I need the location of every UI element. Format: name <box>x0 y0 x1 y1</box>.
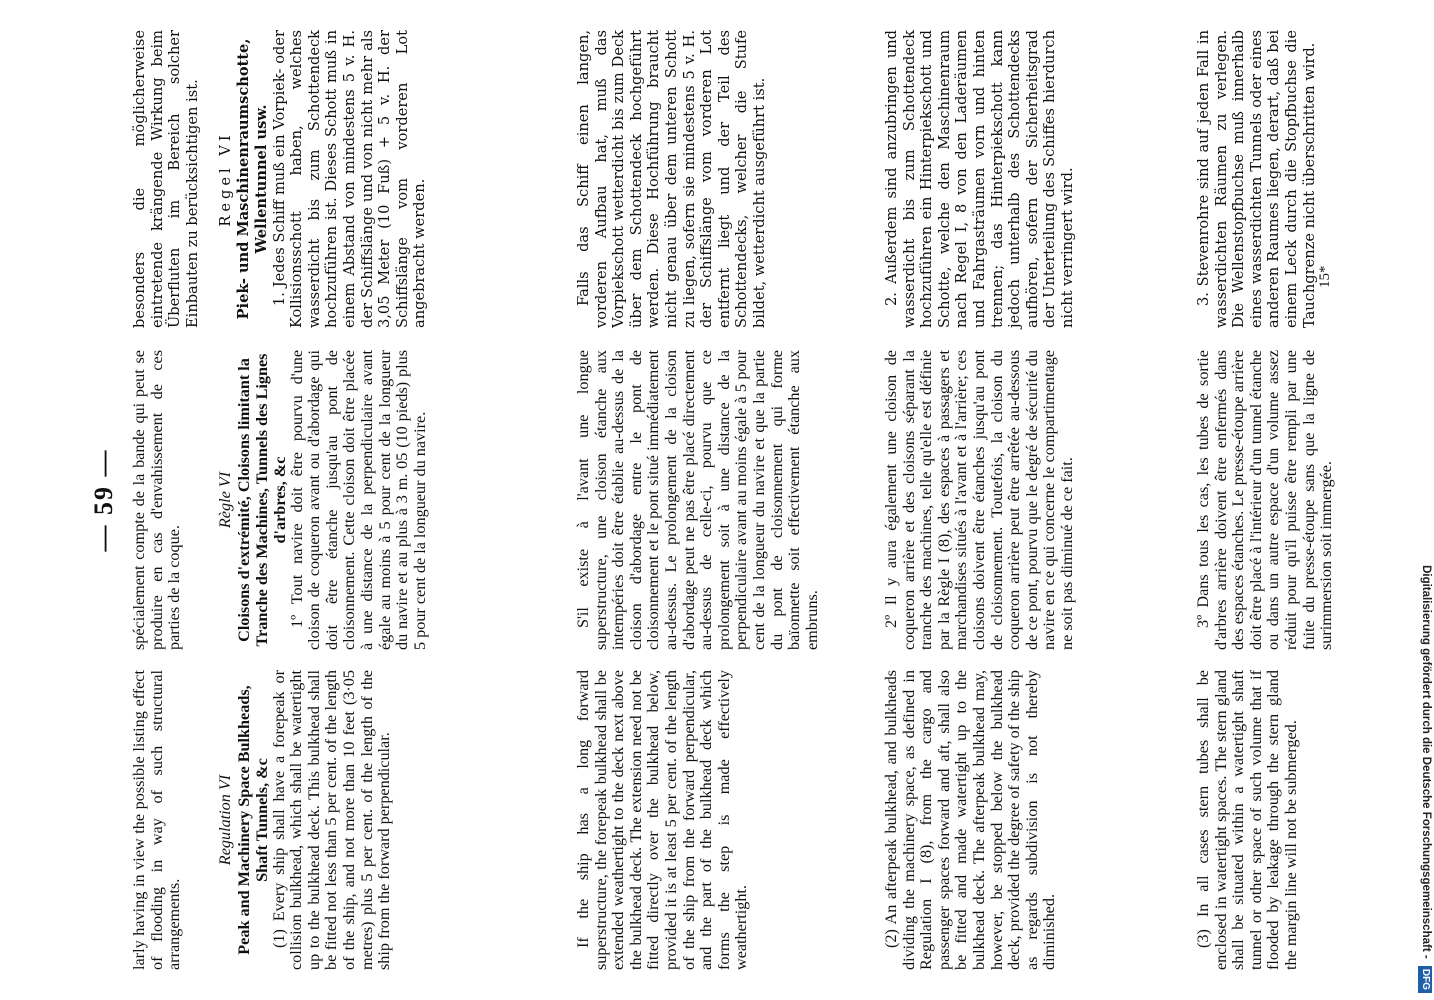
french-paragraph-3: 3º Dans tous les cas, les tubes de sortie d'arbres arrière doivent être enfermés dans des espaces étanches. Le presse-étoupe arrière doit être placé à l'intérieur d'un tunnel étanche ou dans un autre espace d'un volume assez réduit pour qu'il puisse être rempli par une fuite du presse-étoupe sans que la ligne de surimmersion soit immergée. <box>1194 350 1336 650</box>
english-section-heading: Peak and Machinery Space Bulkheads, Shaft Tunnels, &c <box>234 685 271 955</box>
french-carryover-text: spécialement compte de la bande qui peut se produire en cas d'envahissement de ces parties de la coque. <box>130 350 184 650</box>
dfg-logo: DFG <box>1418 966 1432 993</box>
german-section-heading: Piek- und Maschinenraumschotte, Wellentunnel usw. <box>234 38 270 320</box>
english-paragraph-3: (3) In all cases stern tubes shall be enclosed in watertight spaces. The stern gland shall be situated within a watertight shaft tunnel or other space of such volume that if flooded by leakage through the stern gland the margin line will not be submerged. <box>1194 670 1300 970</box>
attribution-strip <box>1418 8 1434 993</box>
rotated-page-content <box>67 30 1407 970</box>
english-paragraph-1: (1) Every ship shall have a forepeak or collision bulkhead, which shall be watertight up to the bulkhead deck. This bulkhead shall be fitted not less than 5 per cent. of the length of the ship, and not more than 10 feet (3·05 metres) plus 5 per cent. of the length of the ship from the forward perpendicular. <box>269 670 394 970</box>
french-paragraph-2: 2º Il y aura également une cloison de coqueron arrière et des cloisons séparant la tranche des machines, telle qu'elle est définie par la Règle I (8), des espaces à passagers et marchandises situés à l'avant et à l'arrière; ces cloisons doivent être étanches jusqu'au pont de cloisonnement. Toutefois, la cloison du coqueron arrière peut être arrêtée au-dessous de ce pont, pourvu que le degré de sécurité du navire en ce qui concerne le compartimentage ne soit pas diminué de ce fait. <box>882 350 1076 650</box>
french-section-heading: Cloisons d'extrémité, Cloisons limitant la Tranche des Machines, Tunnels des Lignes d'arbres, &c <box>234 353 289 647</box>
english-regulation-title: Regulation VI <box>216 774 234 866</box>
german-paragraph-3: 3. Stevenrohre sind auf jeden Fall in wasserdichten Räumen zu verlegen. Die Wellenstopfbuchse muß innerhalb eines wasserdichten Tunnels oder eines anderen Raumes liegen, derart, daß bei einem Leck durch die Stopfbuchse die Tauchgrenze nicht überschritten wird. <box>1195 30 1318 328</box>
english-carryover-text: larly having in view the possible listing effect of flooding in way of such structural arrangements. <box>130 670 184 970</box>
english-paragraph-1b: If the ship has a long forward superstructure, the forepeak bulkhead shall be extended weathertight to the deck next above the bulkhead deck. The extension need not be fitted directly over the bulkhead below, provided it is at least 5 per cent. of the length of the ship from the forward perpendicular, and the part of the bulkhead deck which forms the step is made effectively weathertight. <box>574 670 751 970</box>
german-regulation-title: Regel VI <box>217 131 234 227</box>
page-number: — 59 — <box>89 448 118 552</box>
french-regulation-title: Règle VI <box>216 471 234 529</box>
german-paragraph-2: 2. Außerdem sind anzubringen und wasserdicht bis zum Schottendeck hochzuführen ein Hinterpiekschott und Schotte, welche den Maschinenraum nach Regel I, 8 von den Laderäumen und Fahrgasträumen vorn und hinten trennen; das Hinterpiekschott kann jedoch unterhalb des Schottendecks aufhören, sofern der Sicherheitsgrad der Unterteilung des Schiffes hierdurch nicht verringert wird. <box>883 30 1076 328</box>
german-carryover-text: besonders die möglicherweise eintretende krängende Wirkung beim Überfluten im Bereich solcher Einbauten zu berücksichtigen ist. <box>131 30 201 328</box>
german-paragraph-1: 1. Jedes Schiff muß ein Vorpiek- oder Kollisionsschott haben, welches wasserdicht bis zum Schottendeck hochzuführen ist. Dieses Schott muß in einem Abstand von mindestens 5 v. H. der Schiffslänge und von nicht mehr als 3,05 Meter (10 Fuß) + 5 v. H. der Schiffslänge vom vorderen Lot angebracht werden. <box>270 30 429 328</box>
german-paragraph-1b: Falls das Schiff einen langen, vorderen Aufbau hat, muß das Vorpiekschott wetterdicht bis zum Deck über dem Schottendeck hochgeführt werden. Diese Hochführung braucht nicht genau über dem unteren Schott zu liegen, sofern sie mindestens 5 v. H. der Schiffslänge vom vorderen Lot entfernt liegt und der Teil des Schottendecks, welcher die Stufe bildet, wetterdicht ausgeführt ist. <box>575 30 768 328</box>
french-paragraph-1: 1º Tout navire doit être pourvu d'une cloison de coqueron avant ou d'abordage qui doit être étanche jusqu'au pont de cloisonnement. Cette cloison doit être placée à une distance de la perpendiculaire avant égale au moins à 5 pour cent de la longueur du navire et au plus à 3 m. 05 (10 pieds) plus 5 pour cent de la longueur du navire. <box>287 350 429 650</box>
attribution-text-wrap <box>1418 8 1434 993</box>
english-paragraph-2: (2) An afterpeak bulkhead, and bulkheads dividing the machinery space, as defined in Regulation I (8), from the cargo and passenger spaces forward and aft, shall also be fitted and made watertight up to the bulkhead deck. The afterpeak bulkhead may, however, be stopped below the bulkhead deck, provided the degree of safety of the ship as regards subdivision is not thereby diminished. <box>882 670 1059 970</box>
signature-mark: 15* <box>1317 265 1333 288</box>
french-paragraph-1b: S'il existe à l'avant une longue superstructure, une cloison étanche aux intempéries doit être établie au-dessus de la cloison d'abordage entre le pont de cloisonnement et le pont situé immédiatement au-dessus. Le prolongement de la cloison d'abordage peut ne pas être placé directement au-dessus de celle-ci, pourvu que ce prolongement soit à une distance de la perpendiculaire avant au moins égale à 5 pour cent de la longueur du navire et que la partie du pont de cloisonnement qui forme baïonnette soit effectivement étanche aux embruns. <box>574 350 821 650</box>
attribution-text: Digitalisierung gefördert durch die Deutsche Forschungsgemeinschaft - <box>1420 565 1432 959</box>
